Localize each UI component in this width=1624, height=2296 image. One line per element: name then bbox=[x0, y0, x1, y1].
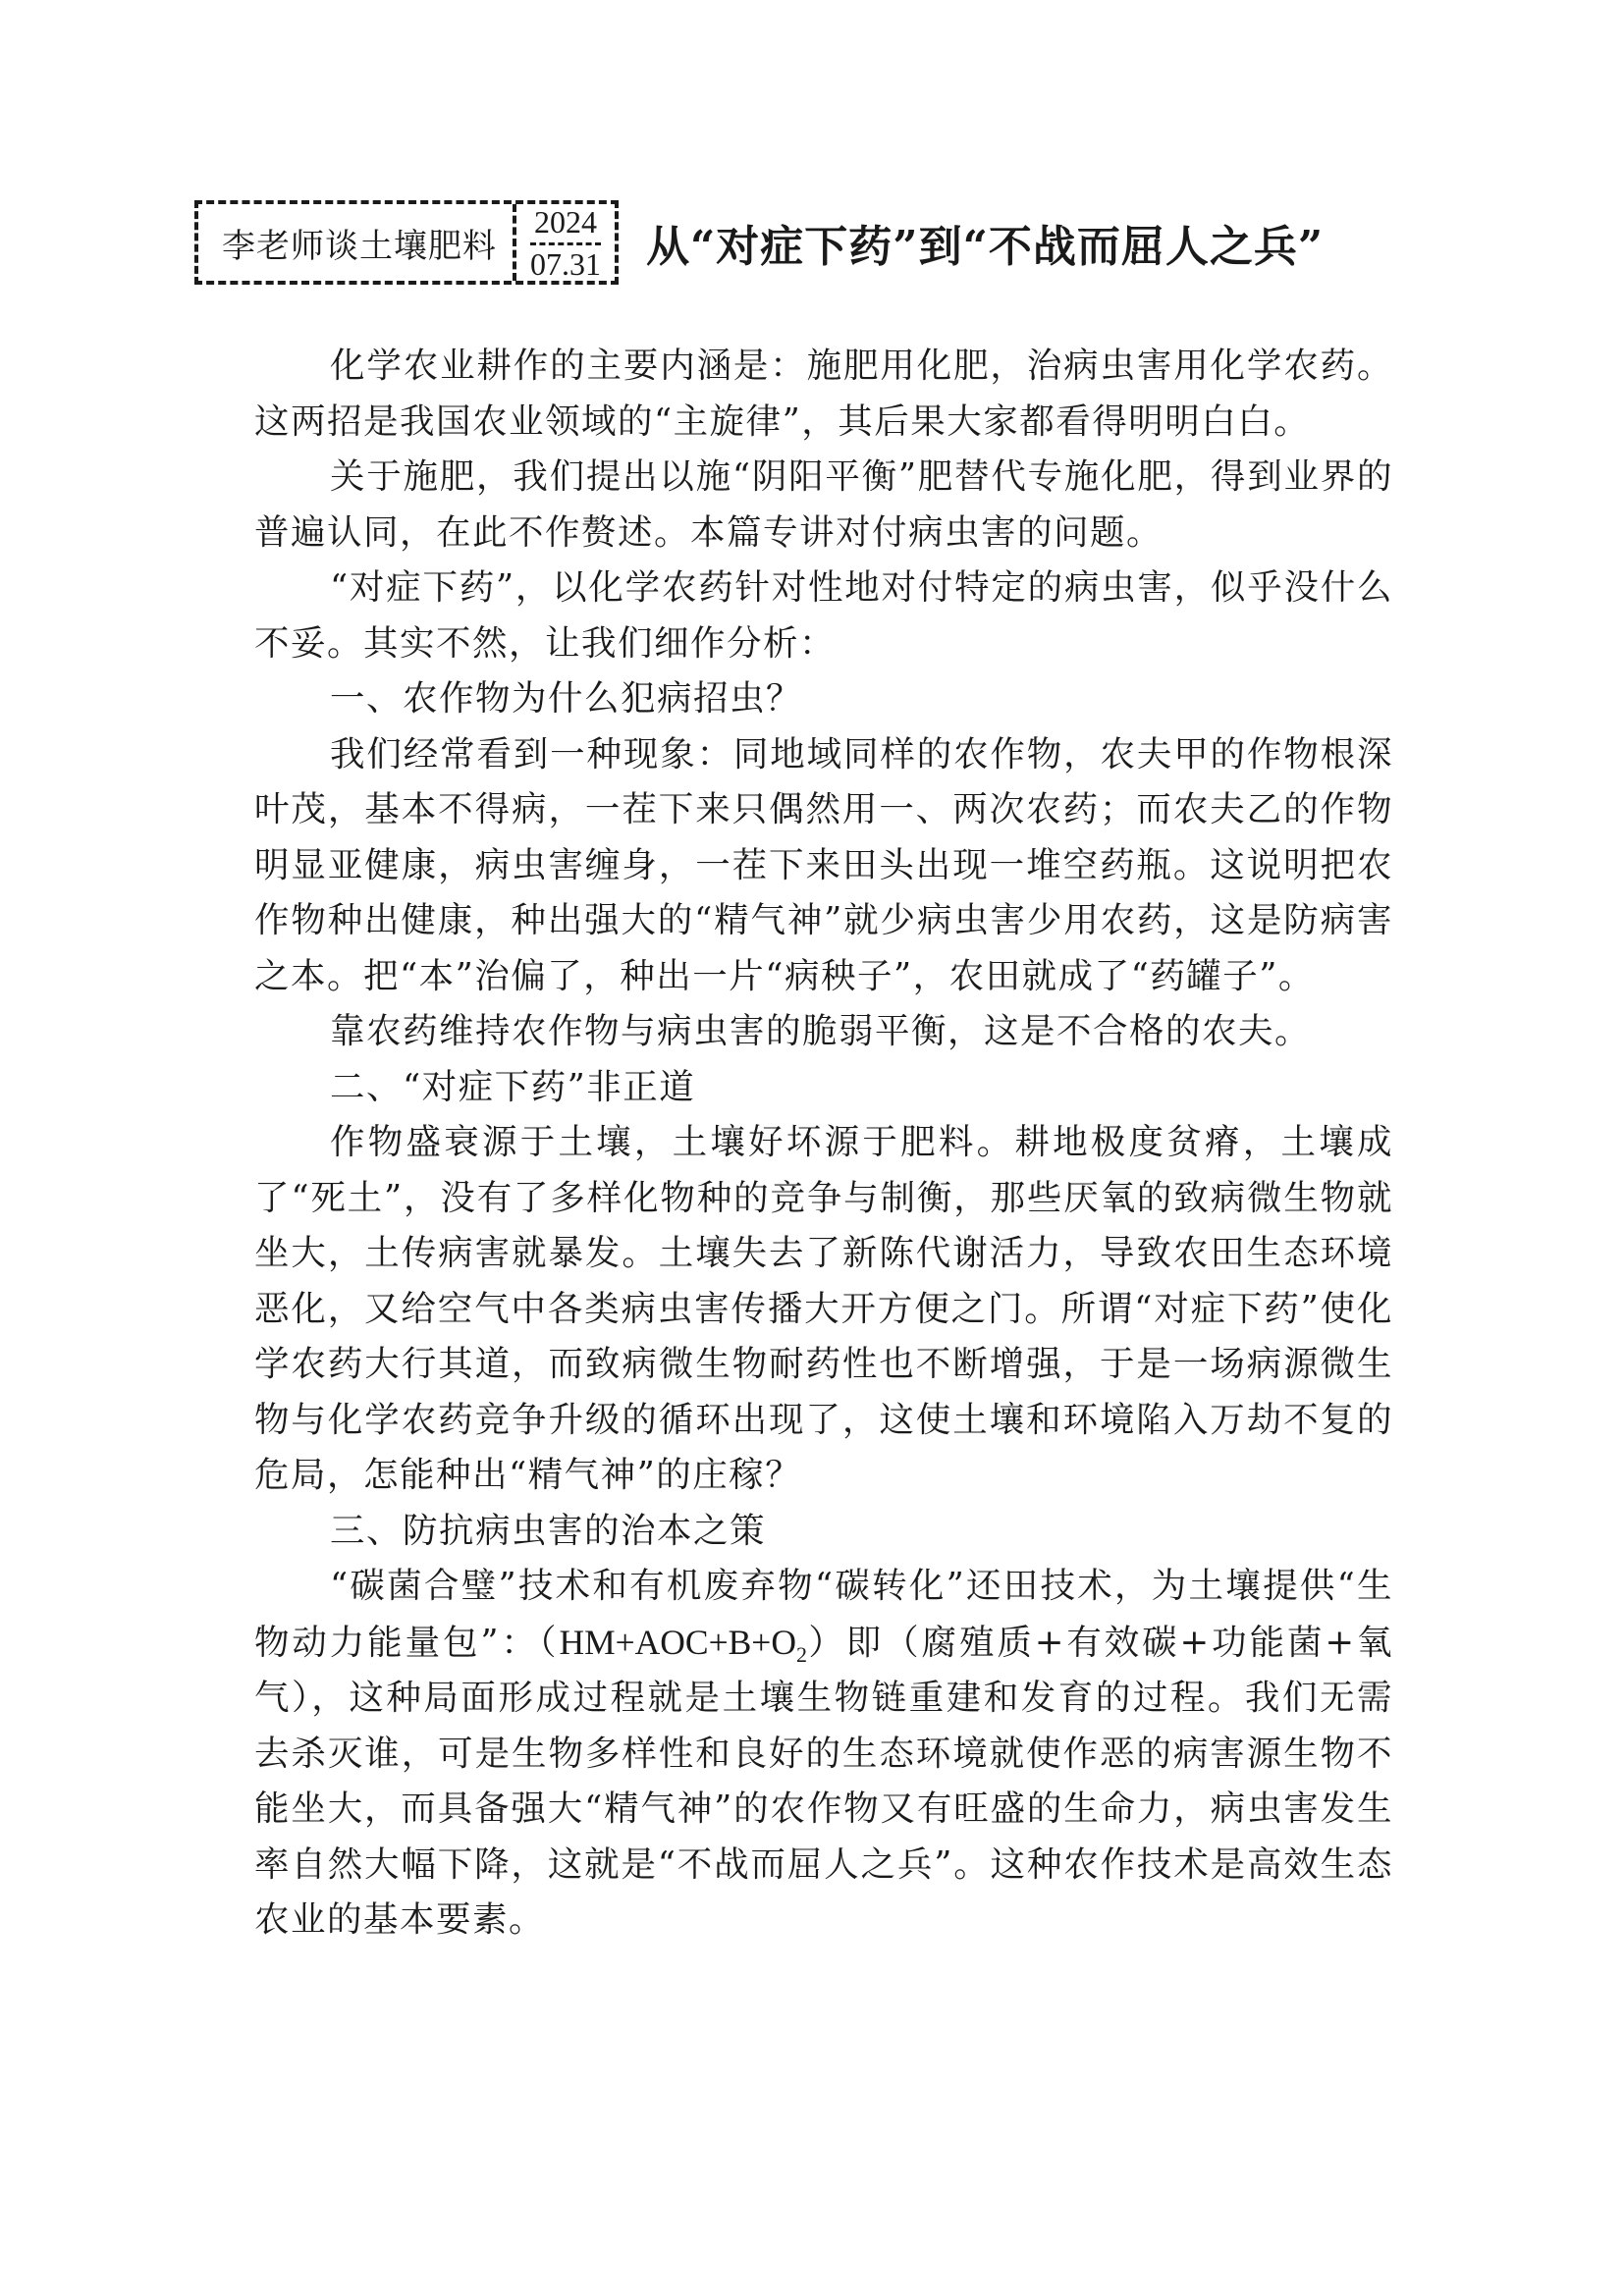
date-month-day: 07.31 bbox=[530, 245, 601, 282]
section-heading: 一、农作物为什么犯病招虫？ bbox=[330, 678, 803, 719]
date-year: 2024 bbox=[530, 203, 601, 245]
paragraph: 靠农药维持农作物与病虫害的脆弱平衡，这是不合格的农夫。 bbox=[330, 1011, 1312, 1051]
paragraph: “对症下药”，以化学农药针对性地对付特定的病虫害，似乎没什么不妥。其实不然，让我们细作分析： bbox=[254, 567, 1393, 664]
column-name: 李老师谈土壤肥料 bbox=[222, 226, 497, 266]
section-heading: 二、“对症下药”非正道 bbox=[330, 1066, 696, 1107]
paragraph: 化学农业耕作的主要内涵是：施肥用化肥，治病虫害用化学农药。这两招是我国农业领域的“主旋律”，其后果大家都看得明明白白。 bbox=[254, 346, 1393, 442]
paragraph: 作物盛衰源于土壤，土壤好坏源于肥料。耕地极度贫瘠，土壤成了“死土”，没有了多样化物种的竞争与制衡，那些厌氧的致病微生物就坐大，土传病害就暴发。土壤失去了新陈代谢活力，导致农田生态环境恶化，又给空气中各类病虫害传播大开方便之门。所谓“对症下药”使化学农药大行其道，而致病微生物耐药性也不断增强，于是一场病源微生物与化学农药竞争升级的循环出现了，这使土壤和环境陷入万劫不复的危局，怎能种出“精气神”的庄稼？ bbox=[254, 1122, 1393, 1495]
article-title: 从“对症下药”到“不战而屈人之兵” bbox=[646, 222, 1325, 272]
paragraph: 关于施肥，我们提出以施“阴阳平衡”肥替代专施化肥，得到业界的普遍认同，在此不作赘述。本篇专讲对付病虫害的问题。 bbox=[254, 456, 1393, 553]
column-date bbox=[513, 204, 615, 281]
paragraph: 我们经常看到一种现象：同地域同样的农作物，农夫甲的作物根深叶茂，基本不得病，一茬下来只偶然用一、两次农药；而农夫乙的作物明显亚健康，病虫害缠身，一茬下来田头出现一堆空药瓶。这说明把农作物种出健康，种出强大的“精气神”就少病虫害少用农药，这是防病害之本。把“本”治偏了，种出一片“病秧子”，农田就成了“药罐子”。 bbox=[254, 733, 1393, 996]
section-heading: 三、防抗病虫害的治本之策 bbox=[330, 1510, 767, 1551]
article-header bbox=[194, 199, 1324, 286]
paragraph-text: “碳菌合璧”技术和有机废弃物“碳转化”还田技术，为土壤提供“生物动力能量包”：（ bbox=[254, 1566, 1393, 1663]
formula bbox=[559, 1622, 807, 1667]
paragraph-text: ）即（腐殖质+有效碳+功能菌+氧气），这种局面形成过程就是土壤生物链重建和发育的过程。我们无需去杀灭谁，可是生物多样性和良好的生态环境就使作恶的病害源生物不能坐大，而具备强大“精气神”的农作物又有旺盛的生命力，病虫害发生率自然大幅下降，这就是“不战而屈人之兵”。这种农作技术是高效生态农业的基本要素。 bbox=[254, 1622, 1393, 1940]
column-label-box bbox=[194, 200, 619, 285]
article-body bbox=[254, 339, 1393, 1949]
formula-text: HM+AOC+B+O bbox=[559, 1622, 796, 1662]
paragraph bbox=[254, 1559, 1393, 1949]
formula-subscript: 2 bbox=[795, 1641, 807, 1667]
